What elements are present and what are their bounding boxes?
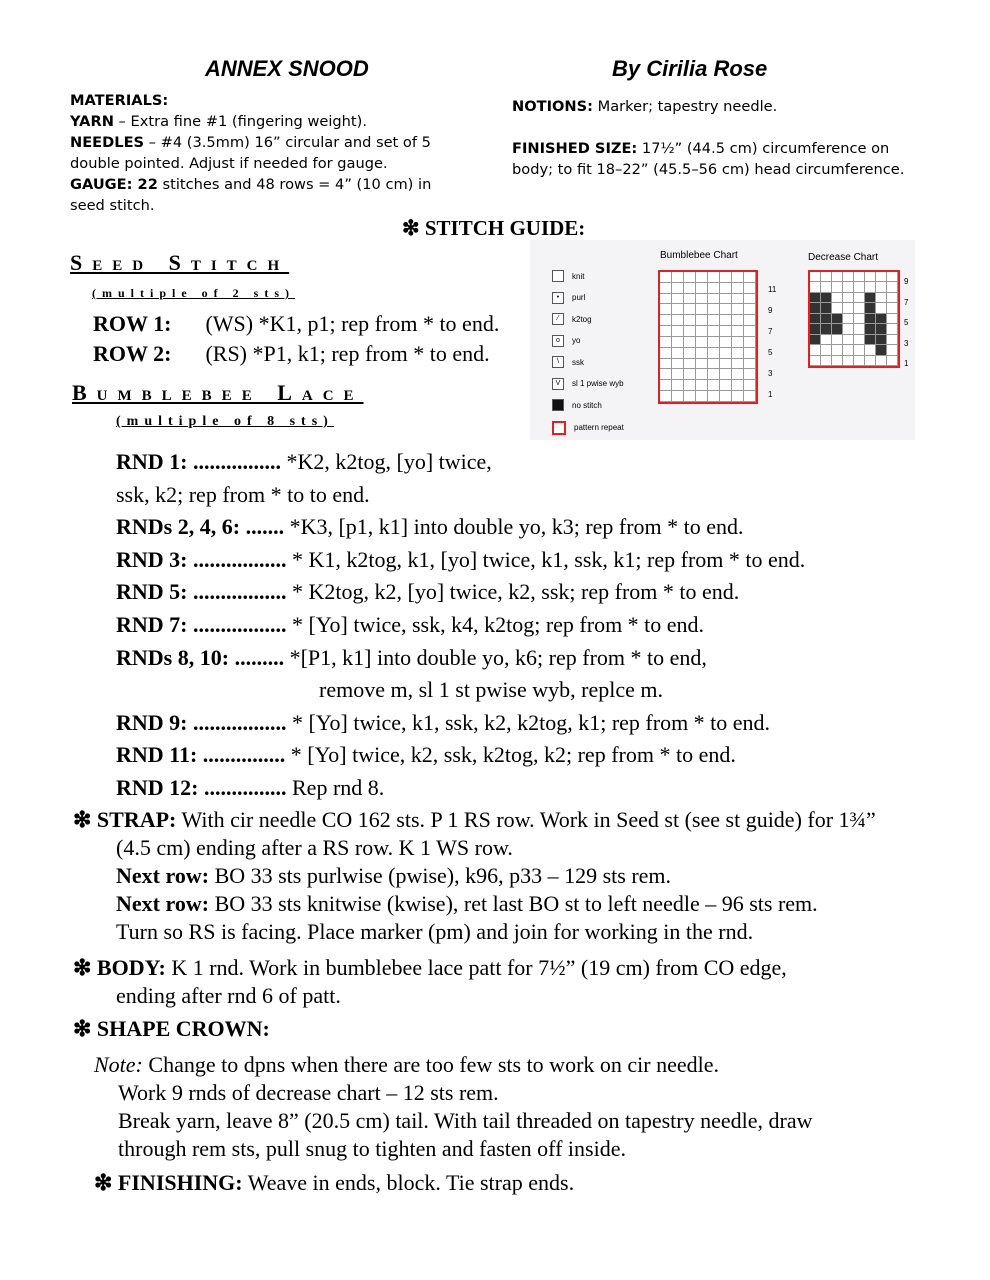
strap-line: BO 33 sts knitwise (kwise), ret last BO st to left needle – 96 sts rem.: [209, 891, 818, 916]
chart-cell: [684, 380, 696, 391]
chart-cell: [696, 315, 708, 326]
round-leader: .................: [187, 709, 292, 735]
chart-cell: [854, 314, 865, 324]
legend-item: [552, 356, 584, 368]
seed-stitch-multiple: (multiple of 2 sts): [92, 286, 295, 300]
round-text: * [Yo] twice, k2, ssk, k2tog, k2; rep from * to end.: [290, 742, 736, 768]
chart-cell: [744, 369, 756, 380]
needles-text: – #4 (3.5mm) 16” circular and set of 5 double pointed. Adjust if needed for gauge.: [70, 134, 431, 172]
chart-cell: [744, 380, 756, 391]
chart-cell: [887, 314, 898, 324]
pattern-title: ANNEX SNOOD: [205, 56, 369, 81]
round-leader: .........: [229, 644, 290, 670]
chart-cell: [720, 337, 732, 348]
chart-cell: [744, 272, 756, 283]
chart-cell: [672, 348, 684, 359]
row-text: (RS) *P1, k1; rep from * to end.: [205, 341, 490, 366]
notions-block: [512, 96, 912, 180]
chart-cell: [672, 337, 684, 348]
chart-cell: [832, 293, 843, 303]
row-number: 7: [768, 327, 773, 336]
legend-item: [552, 292, 585, 304]
chart-cell: [821, 335, 832, 345]
strap-line: Turn so RS is facing. Place marker (pm) and join for working in the rnd.: [116, 919, 754, 944]
chart-cell: [672, 369, 684, 380]
finishing-label: ❇ FINISHING:: [94, 1170, 243, 1195]
chart-cell: [708, 369, 720, 380]
chart-cell: [684, 315, 696, 326]
next-row-label: Next row:: [116, 863, 210, 888]
chart-cell: [744, 294, 756, 305]
legend-label: knit: [572, 271, 585, 281]
chart-cell: [744, 359, 756, 370]
chart-cell: [732, 294, 744, 305]
charts-image: [530, 240, 915, 440]
chart-cell: [684, 272, 696, 283]
chart-cell: [810, 345, 821, 355]
row-number: 9: [904, 277, 909, 286]
chart-cell: [865, 303, 876, 313]
chart-cell: [732, 359, 744, 370]
row-number: 9: [768, 306, 773, 315]
bumblebee-lace-title: Bumblebee Lace: [72, 380, 364, 405]
chart-cell: [672, 294, 684, 305]
chart-cell: [887, 335, 898, 345]
crown-line: Break yarn, leave 8” (20.5 cm) tail. With tail threaded on tapestry needle, draw: [118, 1108, 813, 1133]
chart-cell: [672, 359, 684, 370]
chart-cell: [865, 272, 876, 282]
chart-cell: [696, 337, 708, 348]
chart-cell: [732, 337, 744, 348]
chart-cell: [876, 272, 887, 282]
chart-cell: [684, 369, 696, 380]
row-number: 3: [768, 369, 773, 378]
legend-item: [552, 270, 584, 282]
chart-cell: [810, 356, 821, 366]
legend-item: [552, 313, 592, 325]
chart-cell: [810, 314, 821, 324]
bumblebee-rounds: [116, 446, 805, 805]
strap-line: With cir needle CO 162 sts. P 1 RS row. Work in Seed st (see st guide) for 1¾”: [176, 807, 876, 832]
chart-cell: [887, 303, 898, 313]
chart-cell: [821, 303, 832, 313]
finishing-section: [94, 1170, 574, 1196]
chart-cell: [672, 326, 684, 337]
bumblebee-chart-grid: [658, 270, 758, 404]
chart-cell: [684, 326, 696, 337]
legend-label: k2tog: [572, 314, 592, 324]
chart-cell: [708, 380, 720, 391]
chart-cell: [865, 293, 876, 303]
chart-cell: [744, 337, 756, 348]
chart-cell: [720, 359, 732, 370]
round-label: RND 7:: [116, 611, 188, 637]
legend-symbol: [552, 270, 564, 282]
chart-cell: [660, 359, 672, 370]
chart-cell: [660, 380, 672, 391]
chart-cell: [744, 283, 756, 294]
chart-cell: [708, 337, 720, 348]
chart-cell: [708, 315, 720, 326]
chart-cell: [865, 324, 876, 334]
chart-cell: [843, 314, 854, 324]
chart-cell: [684, 337, 696, 348]
chart-cell: [696, 326, 708, 337]
chart-cell: [684, 283, 696, 294]
chart-cell: [660, 294, 672, 305]
chart-cell: [672, 380, 684, 391]
legend-item: [552, 335, 580, 347]
round-label: RNDs 2, 4, 6:: [116, 514, 241, 540]
chart-cell: [876, 356, 887, 366]
finished-size-text: 17½” (44.5 cm) circumference on body; to fit 18–22” (45.5–56 cm) head circumference.: [512, 140, 905, 178]
chart-cell: [672, 272, 684, 283]
chart-cell: [672, 391, 684, 402]
bumblebee-round: [116, 479, 805, 512]
chart-cell: [876, 303, 887, 313]
chart-cell: [887, 282, 898, 292]
legend-label: ssk: [572, 357, 584, 367]
chart-cell: [708, 304, 720, 315]
chart-cell: [854, 272, 865, 282]
crown-line: Work 9 rnds of decrease chart – 12 sts rem.: [118, 1080, 499, 1105]
chart-cell: [843, 345, 854, 355]
chart-cell: [708, 359, 720, 370]
chart-cell: [854, 293, 865, 303]
chart-cell: [696, 369, 708, 380]
strap-line: BO 33 sts purlwise (pwise), k96, p33 – 129 sts rem.: [209, 863, 672, 888]
legend-label: yo: [572, 336, 581, 345]
chart-cell: [684, 304, 696, 315]
chart-cell: [672, 304, 684, 315]
chart-cell: [720, 348, 732, 359]
chart-cell: [696, 348, 708, 359]
strap-line: (4.5 cm) ending after a RS row. K 1 WS row.: [116, 835, 513, 860]
round-label: RND 5:: [116, 579, 188, 605]
chart-cell: [744, 391, 756, 402]
crown-line: through rem sts, pull snug to tighten and fasten off inside.: [118, 1136, 626, 1161]
chart-cell: [832, 314, 843, 324]
chart-cell: [843, 282, 854, 292]
bumblebee-multiple: (multiple of 8 sts): [116, 414, 334, 429]
stitch-guide-heading: ❇ STITCH GUIDE:: [402, 216, 586, 240]
chart-cell: [876, 293, 887, 303]
bumblebee-round: [116, 739, 805, 772]
chart-cell: [660, 304, 672, 315]
chart-cell: [854, 324, 865, 334]
chart-cell: [843, 303, 854, 313]
legend-item: [552, 399, 602, 411]
chart-cell: [821, 356, 832, 366]
chart-cell: [672, 283, 684, 294]
chart-cell: [732, 391, 744, 402]
round-text: * [Yo] twice, ssk, k4, k2tog; rep from * to end.: [292, 611, 705, 637]
round-label: RNDs 8, 10:: [116, 644, 230, 670]
chart-cell: [720, 326, 732, 337]
legend-symbol: ■: [552, 399, 564, 411]
chart-cell: [696, 272, 708, 283]
chart-cell: [810, 272, 821, 282]
chart-cell: [832, 345, 843, 355]
chart-cell: [696, 380, 708, 391]
chart-cell: [744, 348, 756, 359]
needles-label: NEEDLES: [70, 134, 145, 151]
crown-line: Change to dpns when there are too few sts to work on cir needle.: [142, 1052, 720, 1077]
shape-crown-section: [94, 1051, 813, 1163]
yarn-label: YARN: [70, 113, 114, 130]
legend-item: [552, 421, 624, 435]
chart-cell: [821, 272, 832, 282]
chart-cell: [854, 345, 865, 355]
chart-cell: [732, 283, 744, 294]
round-text: *K3, [p1, k1] into double yo, k3; rep from * to end.: [289, 514, 744, 540]
chart-cell: [865, 282, 876, 292]
chart-cell: [720, 294, 732, 305]
legend-symbol: \: [552, 356, 564, 368]
chart-cell: [843, 335, 854, 345]
chart-cell: [887, 324, 898, 334]
chart-cell: [720, 380, 732, 391]
round-leader: .......: [240, 514, 290, 540]
body-line: ending after rnd 6 of patt.: [116, 983, 341, 1008]
chart-cell: [744, 326, 756, 337]
chart-cell: [810, 335, 821, 345]
notions-text: Marker; tapestry needle.: [592, 98, 778, 115]
next-row-label: Next row:: [116, 891, 210, 916]
round-label: RND 11:: [116, 742, 198, 768]
row-number: 5: [768, 348, 773, 357]
row-label: ROW 1:: [93, 311, 172, 336]
body-section: [73, 954, 787, 1010]
chart-cell: [810, 324, 821, 334]
chart-cell: [720, 304, 732, 315]
decrease-chart-title: Decrease Chart: [808, 252, 879, 263]
chart-cell: [660, 348, 672, 359]
chart-cell: [720, 283, 732, 294]
legend-label: no stitch: [572, 400, 602, 410]
finished-size-label: FINISHED SIZE:: [512, 140, 638, 157]
body-line: K 1 rnd. Work in bumblebee lace patt for 7½” (19 cm) from CO edge,: [165, 955, 787, 980]
bumblebee-round: [116, 642, 805, 675]
round-leader: ...............: [197, 742, 291, 768]
note-label: Note:: [94, 1052, 143, 1077]
chart-cell: [696, 359, 708, 370]
chart-cell: [660, 337, 672, 348]
chart-cell: [708, 326, 720, 337]
chart-cell: [854, 335, 865, 345]
row-number: 11: [768, 285, 777, 294]
chart-cell: [832, 324, 843, 334]
chart-cell: [865, 356, 876, 366]
bumblebee-round: [116, 707, 805, 740]
row-label: ROW 2:: [93, 341, 172, 366]
yarn-text: – Extra fine #1 (fingering weight).: [113, 113, 367, 130]
legend-symbol: •: [552, 292, 564, 304]
chart-cell: [732, 380, 744, 391]
chart-cell: [708, 294, 720, 305]
chart-cell: [660, 369, 672, 380]
seed-stitch-title: Seed Stitch: [70, 250, 290, 275]
chart-cell: [708, 283, 720, 294]
chart-cell: [708, 348, 720, 359]
chart-cell: [821, 314, 832, 324]
chart-cell: [843, 356, 854, 366]
chart-cell: [708, 272, 720, 283]
bumblebee-round: [116, 544, 805, 577]
bumblebee-round: [116, 576, 805, 609]
seed-row-1: [93, 311, 499, 337]
strap-section: [73, 806, 973, 946]
row-number: 7: [904, 297, 909, 307]
round-leader: ...............: [198, 774, 292, 800]
bumblebee-round: [116, 674, 805, 707]
legend-symbol: [552, 421, 566, 435]
chart-cell: [876, 324, 887, 334]
finishing-text: Weave in ends, block. Tie strap ends.: [242, 1170, 575, 1195]
chart-cell: [684, 348, 696, 359]
round-leader: .................: [187, 611, 292, 637]
chart-cell: [876, 345, 887, 355]
chart-cell: [887, 356, 898, 366]
chart-cell: [696, 391, 708, 402]
bumblebee-chart-title: Bumblebee Chart: [660, 250, 738, 261]
materials-heading: MATERIALS:: [70, 92, 169, 109]
chart-cell: [672, 315, 684, 326]
chart-cell: [732, 272, 744, 283]
chart-cell: [821, 324, 832, 334]
chart-cell: [876, 335, 887, 345]
chart-cell: [684, 294, 696, 305]
shape-crown-label: ❇ SHAPE CROWN:: [73, 1016, 270, 1041]
materials-block: [70, 90, 470, 216]
legend-label: purl: [572, 293, 586, 302]
round-text: * K2tog, k2, [yo] twice, k2, ssk; rep from * to end.: [292, 579, 740, 605]
chart-cell: [887, 293, 898, 303]
round-leader: .................: [187, 579, 292, 605]
round-text: remove m, sl 1 st pwise wyb, replce m.: [319, 677, 663, 703]
round-leader: .................: [187, 546, 292, 572]
chart-cell: [854, 303, 865, 313]
bumblebee-round: [116, 609, 805, 642]
round-label: RND 12:: [116, 774, 199, 800]
bumblebee-round: [116, 772, 805, 805]
chart-cell: [744, 315, 756, 326]
chart-cell: [865, 335, 876, 345]
chart-cell: [876, 282, 887, 292]
chart-cell: [810, 293, 821, 303]
body-label: ❇ BODY:: [73, 955, 166, 980]
chart-cell: [821, 345, 832, 355]
bumblebee-round: [116, 446, 805, 479]
chart-cell: [732, 304, 744, 315]
row-number: 1: [768, 390, 773, 399]
chart-cell: [832, 272, 843, 282]
chart-cell: [821, 282, 832, 292]
row-number: 5: [904, 318, 909, 327]
chart-cell: [843, 293, 854, 303]
round-text: *K2, k2tog, [yo] twice,: [286, 449, 492, 474]
seed-row-2: [93, 341, 490, 367]
chart-cell: [732, 326, 744, 337]
chart-cell: [887, 345, 898, 355]
chart-cell: [732, 369, 744, 380]
legend-label: sl 1 pwise wyb: [572, 379, 624, 388]
chart-cell: [744, 304, 756, 315]
row-text: (WS) *K1, p1; rep from * to end.: [205, 311, 500, 336]
chart-cell: [696, 304, 708, 315]
chart-cell: [832, 282, 843, 292]
chart-cell: [854, 282, 865, 292]
chart-cell: [865, 345, 876, 355]
chart-cell: [696, 283, 708, 294]
chart-cell: [720, 391, 732, 402]
round-label: RND 3:: [116, 546, 188, 572]
strap-label: ❇ STRAP:: [73, 807, 177, 832]
round-label: RND 1:: [116, 449, 188, 474]
chart-cell: [821, 293, 832, 303]
chart-cell: [720, 272, 732, 283]
chart-cell: [660, 315, 672, 326]
chart-cell: [660, 272, 672, 283]
chart-cell: [696, 294, 708, 305]
gauge-label: GAUGE: 22: [70, 176, 158, 193]
legend-item: [552, 378, 624, 390]
chart-cell: [732, 315, 744, 326]
chart-cell: [865, 314, 876, 324]
round-text: * [Yo] twice, k1, ssk, k2, k2tog, k1; rep from * to end.: [292, 709, 771, 735]
round-label: RND 9:: [116, 709, 188, 735]
designer-name: By Cirilia Rose: [612, 56, 768, 81]
legend-symbol: V: [552, 378, 564, 390]
chart-cell: [732, 348, 744, 359]
round-text: *[P1, k1] into double yo, k6; rep from * to end,: [289, 644, 707, 670]
notions-label: NOTIONS:: [512, 98, 593, 115]
chart-cell: [843, 324, 854, 334]
chart-cell: [660, 283, 672, 294]
chart-cell: [832, 303, 843, 313]
chart-cell: [684, 391, 696, 402]
chart-cell: [887, 272, 898, 282]
row-number: 1: [904, 359, 909, 368]
chart-cell: [660, 391, 672, 402]
bumblebee-round: [116, 511, 805, 544]
legend-label: pattern repeat: [574, 423, 624, 432]
legend-symbol: o: [552, 335, 564, 347]
chart-cell: [810, 303, 821, 313]
chart-cell: [708, 391, 720, 402]
chart-cell: [843, 272, 854, 282]
round-leader: ................: [187, 449, 287, 474]
chart-cell: [810, 282, 821, 292]
chart-cell: [684, 359, 696, 370]
round-text: Rep rnd 8.: [292, 774, 385, 800]
chart-cell: [832, 335, 843, 345]
chart-cell: [876, 314, 887, 324]
gauge-text: stitches and 48 rows = 4” (10 cm) in seed stitch.: [70, 176, 432, 214]
row-number: 3: [904, 338, 909, 348]
chart-cell: [832, 356, 843, 366]
chart-cell: [720, 369, 732, 380]
round-text: * K1, k2tog, k1, [yo] twice, k1, ssk, k1; rep from * to end.: [292, 546, 806, 572]
round-text: ssk, k2; rep from * to to end.: [116, 481, 370, 507]
legend-symbol: ⁄: [552, 313, 564, 325]
chart-cell: [854, 356, 865, 366]
chart-cell: [660, 326, 672, 337]
decrease-chart-grid: [808, 270, 900, 368]
chart-cell: [720, 315, 732, 326]
